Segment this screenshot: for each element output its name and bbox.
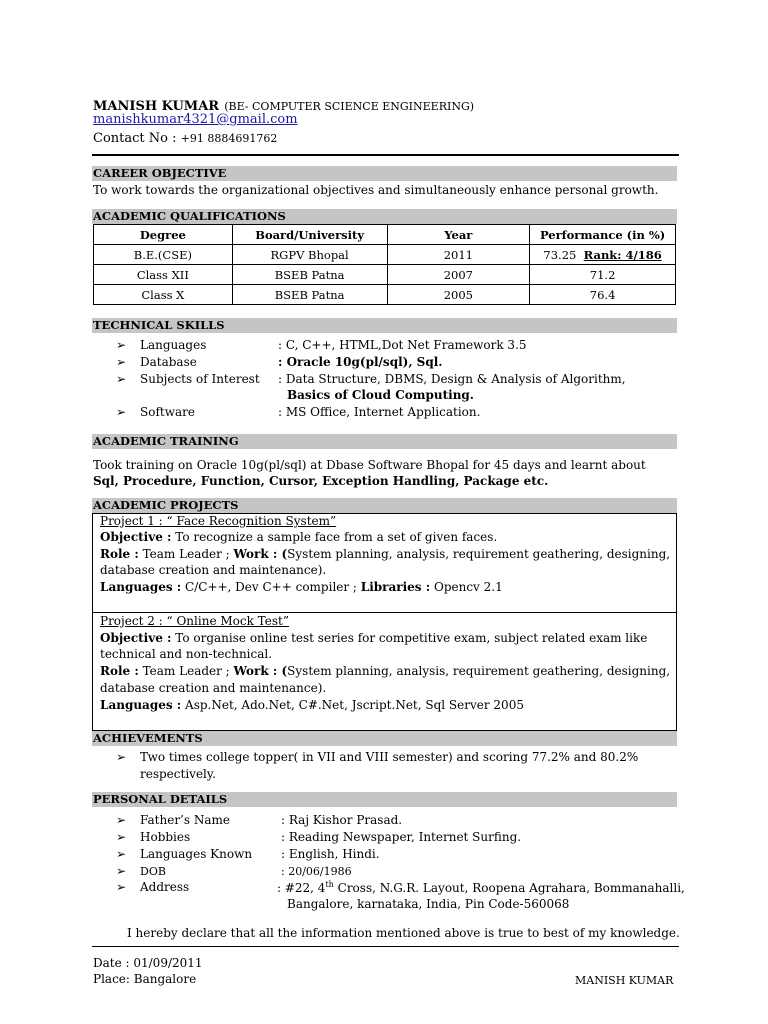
achievement-line-1: Two times college topper( in VII and VIII semester) and scoring 77.2% and 80.2%: [140, 750, 639, 764]
training-line-2: Sql, Procedure, Function, Cursor, Exception Handling, Package etc.: [93, 474, 549, 488]
email-link[interactable]: manishkumar4321@gmail.com: [93, 112, 298, 127]
performance-value: 73.25: [543, 247, 577, 262]
column-header: Board/University: [232, 225, 387, 245]
bullet-arrow-icon: ➢: [116, 813, 127, 827]
header-divider: [92, 154, 679, 156]
table-cell: BSEB Patna: [232, 285, 387, 305]
address-value-continued: Bangalore, karnataka, India, Pin Code-560068: [287, 897, 570, 911]
footer-place: Place: Bangalore: [93, 972, 197, 986]
column-header: Degree: [94, 225, 233, 245]
table-row: [94, 245, 676, 265]
bullet-arrow-icon: ➢: [116, 338, 127, 352]
bullet-arrow-icon: ➢: [116, 372, 127, 386]
achievement-line-2: respectively.: [140, 767, 216, 781]
personal-label: Hobbies: [140, 830, 191, 844]
rank-value: Rank: 4/186: [583, 247, 662, 262]
candidate-name: MANISH KUMAR: [93, 99, 220, 114]
project-2-objective-continued: technical and non-technical.: [100, 647, 273, 661]
training-line-1: Took training on Oracle 10g(pl/sql) at Dbase Software Bhopal for 45 days and learnt about: [93, 458, 646, 472]
contact-label: Contact No :: [93, 131, 177, 146]
bullet-arrow-icon: ➢: [116, 750, 127, 764]
skill-label: Languages: [140, 338, 207, 352]
declaration-text: I hereby declare that all the information mentioned above is true to best of my knowledge.: [127, 926, 680, 940]
table-header-row: [94, 225, 676, 245]
footer-divider: [92, 946, 679, 947]
address-value: : #22, 4th Cross, N.G.R. Layout, Roopena Agrahara, Bommanahalli,: [277, 880, 685, 895]
table-cell: 2007: [387, 265, 530, 285]
personal-value: : English, Hindi.: [281, 847, 380, 861]
contact-line: [93, 131, 277, 146]
table-cell: 2005: [387, 285, 530, 305]
personal-value: : Reading Newspaper, Internet Surfing.: [281, 830, 522, 844]
bullet-arrow-icon: ➢: [116, 880, 127, 894]
personal-label: Languages Known: [140, 847, 253, 861]
project-1-role: Role : Team Leader ; Work : (System planning, analysis, requirement geathering, designing,: [100, 547, 671, 561]
project-1-title: Project 1 : “ Face Recognition System”: [100, 514, 337, 528]
section-personal-details: PERSONAL DETAILS: [92, 792, 677, 807]
project-1-languages: Languages : C/C++, Dev C++ compiler ; Libraries : Opencv 2.1: [100, 580, 503, 594]
bullet-arrow-icon: ➢: [116, 847, 127, 861]
project-2-work-continued: database creation and maintenance).: [100, 681, 327, 695]
table-cell: Class XII: [94, 265, 233, 285]
contact-value: +91 8884691762: [180, 132, 278, 145]
table-cell: B.E.(CSE): [94, 245, 233, 265]
bullet-arrow-icon: ➢: [116, 864, 127, 878]
project-2-languages: Languages : Asp.Net, Ado.Net, C#.Net, Jscript.Net, Sql Server 2005: [100, 698, 524, 712]
section-career-objective: CAREER OBJECTIVE: [92, 166, 677, 181]
footer-signature: MANISH KUMAR: [575, 974, 674, 987]
table-cell: [530, 245, 676, 265]
section-academic-qualifications: ACADEMIC QUALIFICATIONS: [92, 209, 677, 224]
skill-value: : Data Structure, DBMS, Design & Analysis of Algorithm,: [278, 372, 626, 386]
personal-value: : Raj Kishor Prasad.: [281, 813, 403, 827]
table-cell: RGPV Bhopal: [232, 245, 387, 265]
skill-value: : C, C++, HTML,Dot Net Framework 3.5: [278, 338, 527, 352]
project-1-work-continued: database creation and maintenance).: [100, 563, 327, 577]
table-cell: 71.2: [530, 265, 676, 285]
footer-date: Date : 01/09/2011: [93, 956, 203, 970]
section-academic-training: ACADEMIC TRAINING: [92, 434, 677, 449]
bullet-arrow-icon: ➢: [116, 405, 127, 419]
personal-label: Address: [140, 880, 190, 894]
skill-label: Database: [140, 355, 197, 369]
personal-value: : 20/06/1986: [281, 865, 352, 878]
bullet-arrow-icon: ➢: [116, 355, 127, 369]
table-cell: Class X: [94, 285, 233, 305]
table-cell: 76.4: [530, 285, 676, 305]
project-divider: [93, 612, 676, 613]
personal-label: Father’s Name: [140, 813, 230, 827]
skill-label: Software: [140, 405, 195, 419]
project-2-role: Role : Team Leader ; Work : (System planning, analysis, requirement geathering, designing,: [100, 664, 671, 678]
project-1-objective: Objective : To recognize a sample face from a set of given faces.: [100, 530, 498, 544]
table-row: [94, 285, 676, 305]
skill-value: : Oracle 10g(pl/sql), Sql.: [278, 355, 443, 369]
table-cell: 2011: [387, 245, 530, 265]
candidate-degree: (BE- COMPUTER SCIENCE ENGINEERING): [224, 100, 475, 113]
table-row: [94, 265, 676, 285]
section-achievements: ACHIEVEMENTS: [92, 731, 677, 746]
skill-value-continued: Basics of Cloud Computing.: [287, 388, 474, 402]
skill-value: : MS Office, Internet Application.: [278, 405, 481, 419]
table-cell: BSEB Patna: [232, 265, 387, 285]
section-technical-skills: TECHNICAL SKILLS: [92, 318, 677, 333]
personal-label: DOB: [140, 865, 166, 878]
skill-label: Subjects of Interest: [140, 372, 260, 386]
column-header: Year: [387, 225, 530, 245]
bullet-arrow-icon: ➢: [116, 830, 127, 844]
qualifications-table: [93, 224, 676, 305]
project-2-objective: Objective : To organise online test series for competitive exam, subject related exam like: [100, 631, 648, 645]
section-academic-projects: ACADEMIC PROJECTS: [92, 498, 677, 513]
column-header: Performance (in %): [530, 225, 676, 245]
career-objective-text: To work towards the organizational objectives and simultaneously enhance personal growth.: [93, 183, 659, 197]
project-2-title: Project 2 : “ Online Mock Test”: [100, 614, 289, 628]
